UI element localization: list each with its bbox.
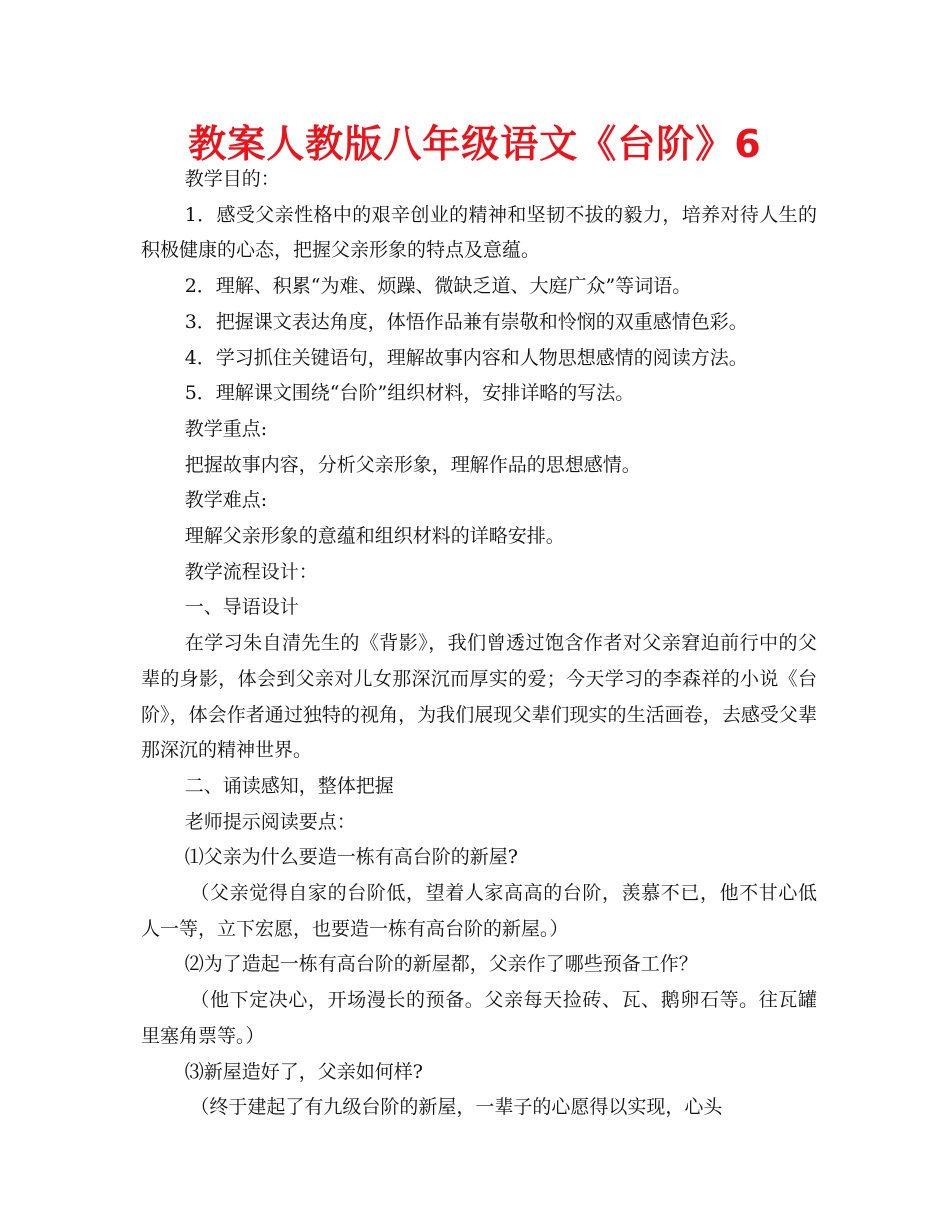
paragraph-introduction: 在学习朱自清先生的《背影》，我们曾透过饱含作者对父亲窘迫前行中的父辈的身影，体会到父亲对儿女那深沉而厚实的爱；今天学习的李森祥的小说《台阶》，体会作者通过独特的视角，为我们展现父辈们现实的生活画卷，去感受父辈那深沉的精神世界。	[141, 632, 817, 762]
paragraph-objectives-heading: 教学目的：	[184, 168, 280, 190]
paragraph-answer-3: （终于建起了有九级台阶的新屋，一辈子的心愿得以实现，心头	[190, 1096, 723, 1119]
paragraph-answer-1: （父亲觉得自家的台阶低，望着人家高高的台阶，羡慕不已，他不甘心低人一等，立下宏愿，也要造一栋有高台阶的新屋。）	[141, 882, 817, 940]
paragraph-section-2-heading: 二、诵读感知，整体把握	[184, 774, 394, 797]
paragraph-question-3: ⑶新屋造好了，父亲如何样?	[184, 1060, 423, 1083]
paragraph-flow-heading: 教学流程设计：	[184, 560, 318, 583]
paragraph-objective-3: 3．把握课文表达角度，体悟作品兼有崇敬和怜悯的双重感情色彩。	[184, 310, 748, 333]
document-body	[141, 162, 817, 1126]
document-title: 教案人教版八年级语文《台阶》6	[188, 122, 762, 166]
paragraph-objective-2: 2．理解、积累“为难、烦躁、微缺乏道、大庭广众”等词语。	[184, 275, 692, 298]
paragraph-question-2: ⑵为了造起一栋有高台阶的新屋都，父亲作了哪些预备工作？	[184, 953, 698, 976]
paragraph-objective-1: 1．感受父亲性格中的艰辛创业的精神和坚韧不拔的毅力，培养对待人生的积极健康的心态，把握父亲形象的特点及意蕴。	[141, 203, 817, 262]
paragraph-reading-points-heading: 老师提示阅读要点：	[184, 810, 356, 833]
paragraph-objective-5: 5．理解课文围绕“台阶”组织材料，安排详略的写法。	[184, 382, 635, 405]
paragraph-key-points-heading: 教学重点:	[184, 417, 268, 440]
paragraph-difficulties: 理解父亲形象的意蕴和组织材料的详略安排。	[184, 525, 565, 548]
paragraph-difficulties-heading: 教学难点:	[184, 489, 268, 512]
paragraph-objective-4: 4．学习抓住关键语句，理解故事内容和人物思想感情的阅读方法。	[184, 346, 748, 369]
paragraph-answer-2: （他下定决心，开场漫长的预备。父亲每天捡砖、瓦、鹅卵石等。往瓦罐里塞角票等。）	[141, 989, 817, 1047]
paragraph-key-points: 把握故事内容，分析父亲形象，理解作品的思想感情。	[184, 453, 641, 476]
paragraph-section-1-heading: 一、导语设计	[184, 596, 299, 619]
paragraph-question-1: ⑴父亲为什么要造一栋有高台阶的新屋?	[184, 846, 518, 869]
